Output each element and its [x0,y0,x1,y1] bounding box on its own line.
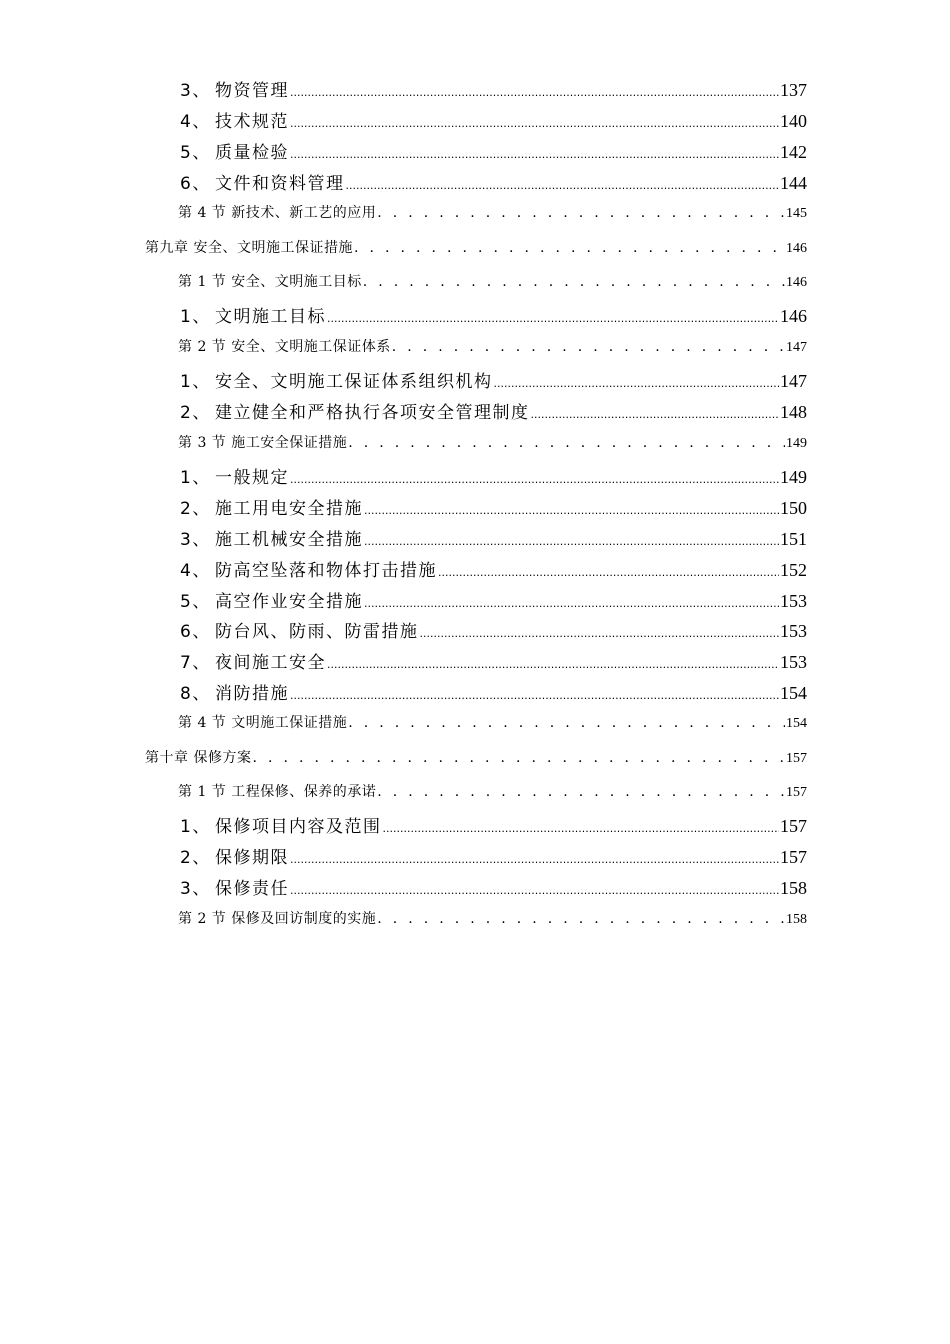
dot-leader [392,339,785,355]
toc-section-entry[interactable] [178,271,807,291]
toc-entry-title: 高空作业安全措施 [215,592,363,612]
toc-entry-number: 1、 [180,307,211,327]
toc-entry-page: 148 [780,402,807,422]
dot-leader [364,597,779,610]
toc-entry[interactable] [180,874,807,899]
dot-leader [290,86,779,99]
dot-leader [377,911,785,927]
toc-entry-title: 质量检验 [215,143,289,163]
toc-entry-title: 第 1 节 工程保修、保养的承诺 [178,784,377,800]
toc-section-entry[interactable] [178,712,807,732]
dot-leader [290,853,779,866]
toc-entry-page: 144 [780,173,807,193]
dot-leader [420,627,780,640]
toc-entry[interactable] [180,587,807,612]
toc-entry[interactable] [180,302,807,327]
toc-entry-number: 3、 [180,530,211,550]
dot-leader [531,408,780,421]
toc-entry[interactable] [180,812,807,837]
toc-entry[interactable] [180,525,807,550]
toc-entry-title: 保修期限 [215,848,289,868]
toc-entry-number: 4、 [180,561,211,581]
dot-leader [377,205,785,221]
toc-entry-title: 第九章 安全、文明施工保证措施 [145,240,353,256]
toc-entry-title: 文件和资料管理 [215,174,345,194]
toc-entry-page: 142 [780,142,807,162]
toc-entry-title: 第 4 节 新技术、新工艺的应用 [178,205,377,221]
toc-entry-page: 157 [786,785,807,800]
toc-section-entry[interactable] [178,432,807,452]
toc-entry-page: 150 [780,498,807,518]
toc-entry-title: 保修项目内容及范围 [215,817,382,837]
toc-entry-number: 2、 [180,848,211,868]
toc-entry-page: 149 [786,436,807,451]
toc-entry-number: 3、 [180,879,211,899]
toc-entry[interactable] [180,107,807,132]
toc-entry[interactable] [180,367,807,392]
dot-leader [364,504,779,517]
toc-entry-title: 施工机械安全措施 [215,530,363,550]
dot-leader [252,750,785,766]
toc-entry-title: 物资管理 [215,81,289,101]
toc-entry[interactable] [180,843,807,868]
toc-entry[interactable] [180,463,807,488]
toc-entry-title: 一般规定 [215,468,289,488]
toc-entry-page: 151 [780,529,807,549]
toc-entry-page: 153 [780,591,807,611]
toc-section-entry[interactable] [178,202,807,222]
toc-entry-number: 5、 [180,592,211,612]
toc-entry[interactable] [180,76,807,101]
toc-entry-page: 140 [780,111,807,131]
dot-leader [290,148,779,161]
toc-entry-title: 第 3 节 施工安全保证措施 [178,435,348,451]
toc-entry-number: 3、 [180,81,211,101]
toc-entry-page: 146 [786,275,807,290]
toc-entry-title: 文明施工目标 [215,307,326,327]
dot-leader [348,435,785,451]
toc-entry-page: 146 [786,241,807,256]
dot-leader [383,822,780,835]
toc-entry-number: 2、 [180,403,211,423]
toc-entry-page: 149 [780,467,807,487]
toc-entry-page: 153 [780,652,807,672]
toc-entry-number: 1、 [180,817,211,837]
toc-entry-title: 第 2 节 安全、文明施工保证体系 [178,339,391,355]
toc-entry-page: 137 [780,80,807,100]
toc-entry-page: 157 [780,816,807,836]
toc-entry-page: 158 [780,878,807,898]
toc-entry-title: 防台风、防雨、防雷措施 [215,622,419,642]
toc-entry[interactable] [180,169,807,194]
toc-entry-title: 施工用电安全措施 [215,499,363,519]
toc-entry-title: 第 4 节 文明施工保证措施 [178,715,348,731]
dot-leader [327,658,779,671]
dot-leader [290,117,779,130]
toc-section-entry[interactable] [178,908,807,928]
toc-section-entry[interactable] [178,336,807,356]
toc-entry-page: 147 [786,340,807,355]
toc-entry-number: 5、 [180,143,211,163]
toc-chapter-entry[interactable] [145,237,807,257]
toc-entry[interactable] [180,679,807,704]
toc-entry-title: 夜间施工安全 [215,653,326,673]
dot-leader [290,689,779,702]
toc-entry-number: 7、 [180,653,211,673]
toc-entry-page: 158 [786,912,807,927]
toc-entry-number: 1、 [180,468,211,488]
toc-entry[interactable] [180,648,807,673]
dot-leader [346,179,780,192]
toc-entry-page: 157 [780,847,807,867]
dot-leader [363,274,785,290]
toc-entry-number: 6、 [180,622,211,642]
toc-entry-title: 建立健全和严格执行各项安全管理制度 [215,403,530,423]
toc-entry-title: 消防措施 [215,684,289,704]
toc-entry-title: 防高空坠落和物体打击措施 [215,561,437,581]
toc-entry-title: 技术规范 [215,112,289,132]
toc-entry-page: 154 [786,716,807,731]
toc-entry-title: 安全、文明施工保证体系组织机构 [215,372,493,392]
toc-entry-number: 1、 [180,372,211,392]
toc-entry-title: 第 1 节 安全、文明施工目标 [178,274,362,290]
toc-entry-page: 146 [780,306,807,326]
toc-entry-page: 145 [786,206,807,221]
toc-chapter-entry[interactable] [145,747,807,767]
toc-entry-number: 2、 [180,499,211,519]
dot-leader [494,377,780,390]
toc-entry-page: 157 [786,751,807,766]
toc-entry-title: 第十章 保修方案 [145,750,252,766]
toc-entry-page: 154 [780,683,807,703]
toc-entry-number: 4、 [180,112,211,132]
dot-leader [290,473,779,486]
toc-entry[interactable] [180,617,807,642]
dot-leader [364,535,779,548]
dot-leader [377,784,785,800]
toc-entry-page: 152 [780,560,807,580]
dot-leader [290,884,779,897]
toc-entry-title: 第 2 节 保修及回访制度的实施 [178,911,377,927]
dot-leader [327,312,779,325]
toc-entry-page: 147 [780,371,807,391]
dot-leader [348,715,785,731]
toc-entry-number: 6、 [180,174,211,194]
toc-entry-number: 8、 [180,684,211,704]
toc-entry-page: 153 [780,621,807,641]
toc-entry[interactable] [180,398,807,423]
toc-entry[interactable] [180,556,807,581]
toc-entry[interactable] [180,138,807,163]
toc-entry-title: 保修责任 [215,879,289,899]
dot-leader [438,566,779,579]
toc-entry[interactable] [180,494,807,519]
toc-section-entry[interactable] [178,781,807,801]
dot-leader [354,240,785,256]
